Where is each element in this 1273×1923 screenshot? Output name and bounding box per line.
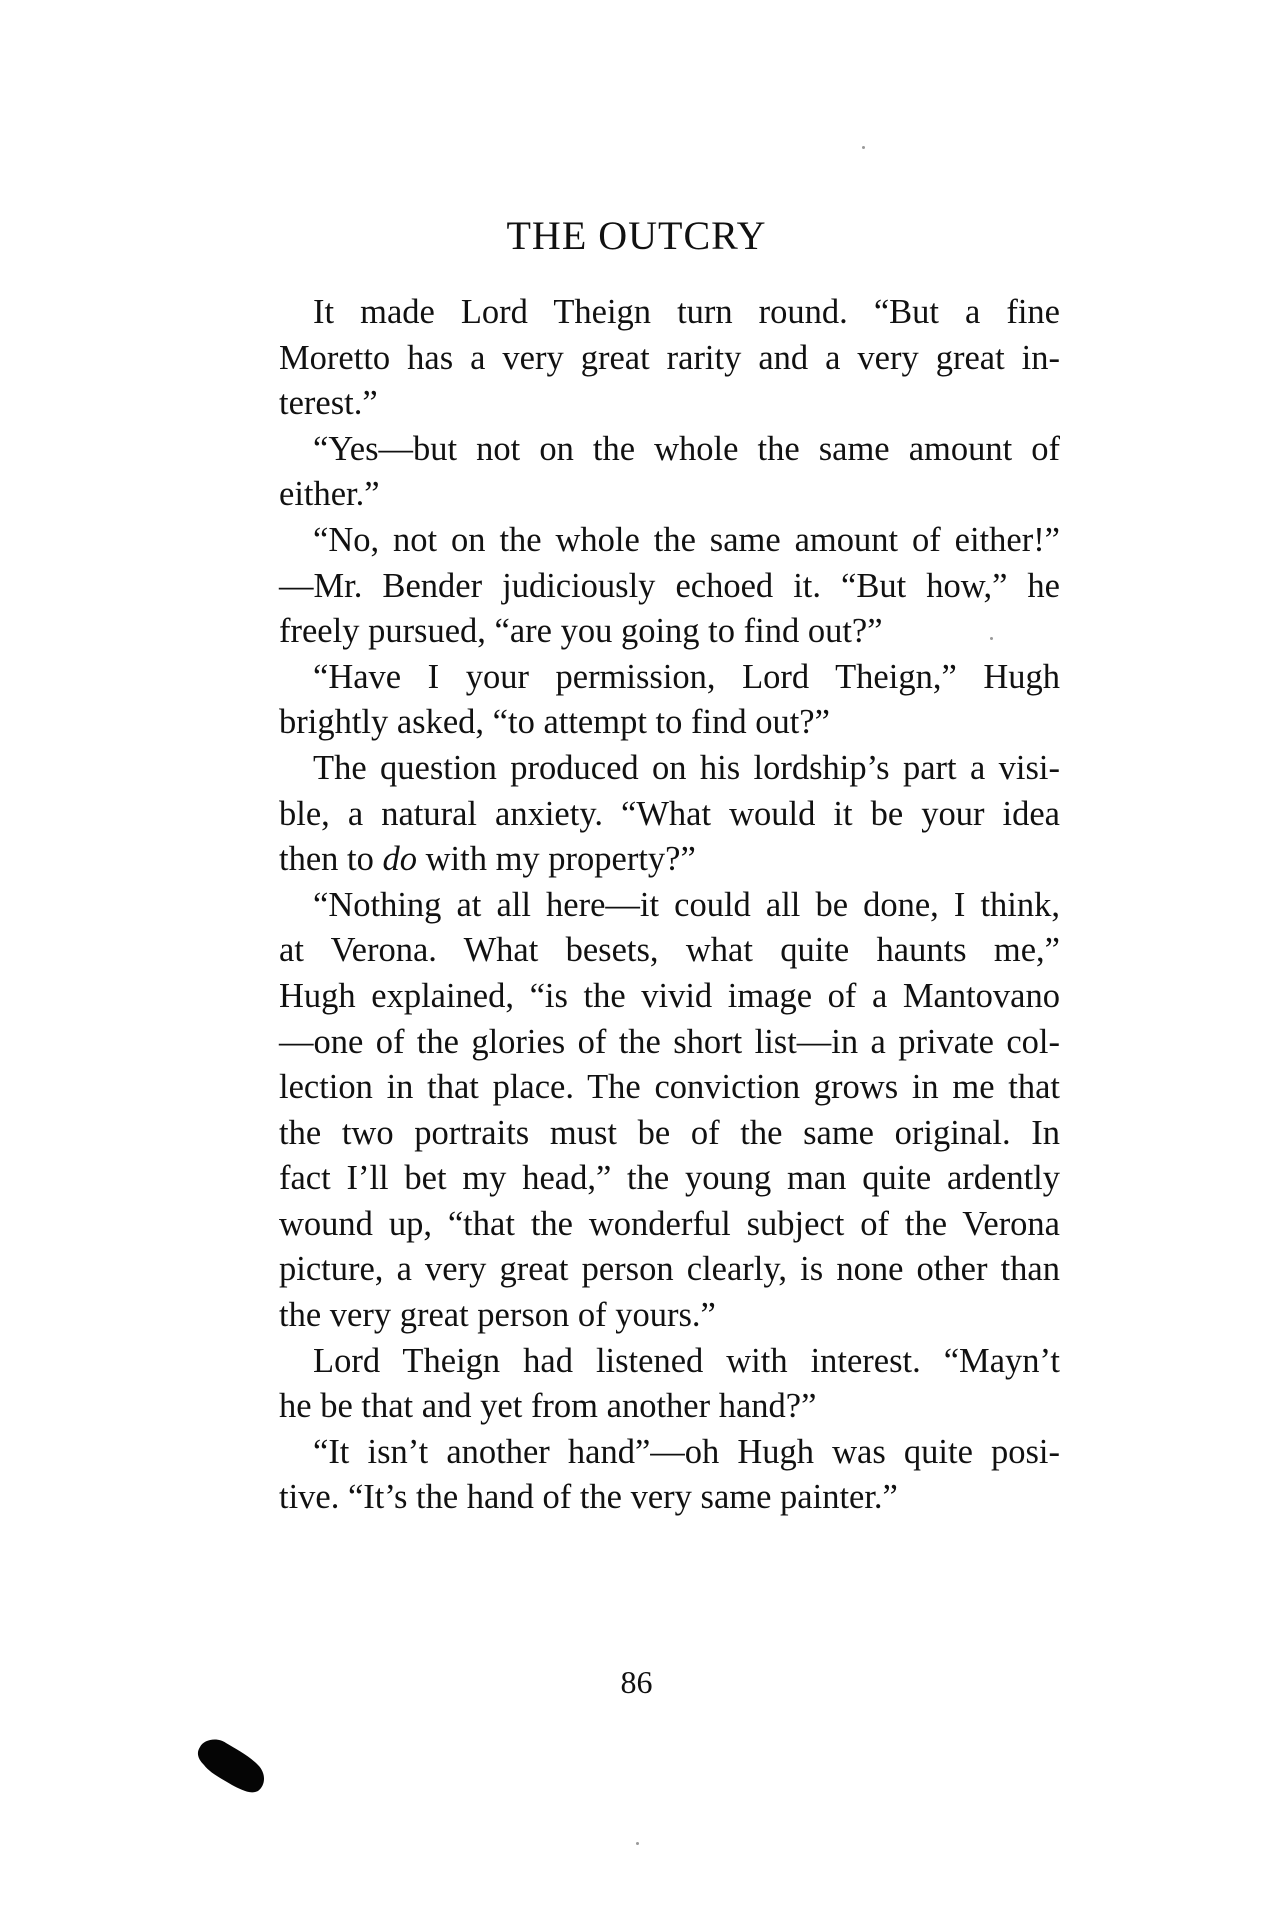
text-line: then to do with my property?” bbox=[279, 840, 696, 879]
page-number: 86 bbox=[620, 1664, 653, 1700]
body-text bbox=[279, 290, 1060, 1521]
text-line: Hugh explained, “is the vivid image of a Mantovano bbox=[279, 976, 1060, 1015]
text-line: The question produced on his lordship’s part a visi- bbox=[313, 748, 1060, 787]
ink-blot-shape bbox=[196, 1737, 268, 1795]
emphasis: do bbox=[382, 840, 417, 879]
text-line: brightly asked, “to attempt to find out?” bbox=[279, 703, 830, 742]
text-line: the very great person of yours.” bbox=[279, 1296, 716, 1335]
text-line: —one of the glories of the short list—in a private col- bbox=[279, 1022, 1060, 1061]
text-line: “No, not on the whole the same amount of either!” bbox=[313, 520, 1060, 559]
text-line: “Nothing at all here—it could all be done, I think, bbox=[313, 885, 1060, 924]
running-head: THE OUTCRY bbox=[506, 213, 767, 258]
text-line: the two portraits must be of the same original. In bbox=[279, 1113, 1060, 1152]
text-line: ble, a natural anxiety. “What would it be your idea bbox=[279, 794, 1060, 833]
text-line: It made Lord Theign turn round. “But a fine bbox=[313, 293, 1060, 331]
text-line: he be that and yet from another hand?” bbox=[279, 1387, 817, 1426]
text-line: freely pursued, “are you going to find out?” bbox=[279, 612, 883, 651]
text-line: lection in that place. The conviction grows in me that bbox=[279, 1068, 1060, 1107]
paper-speck bbox=[990, 637, 993, 640]
text-line: tive. “It’s the hand of the very same painter.” bbox=[279, 1478, 898, 1517]
text-line: Moretto has a very great rarity and a very great in- bbox=[279, 338, 1060, 377]
text-line: picture, a very great person clearly, is none other than bbox=[279, 1250, 1060, 1289]
paper-speck bbox=[862, 146, 865, 149]
text-line: terest.” bbox=[279, 384, 378, 423]
text-line: wound up, “that the wonderful subject of the Verona bbox=[279, 1204, 1060, 1243]
text-line: “It isn’t another hand”—oh Hugh was quite posi- bbox=[313, 1432, 1060, 1471]
text-line: —Mr. Bender judiciously echoed it. “But how,” he bbox=[279, 566, 1060, 605]
text-line: Lord Theign had listened with interest. “Mayn’t bbox=[313, 1341, 1060, 1380]
text-line: “Have I your permission, Lord Theign,” Hugh bbox=[313, 657, 1060, 696]
text-line: fact I’ll bet my head,” the young man quite ardently bbox=[279, 1159, 1060, 1198]
text-line: at Verona. What besets, what quite haunts me,” bbox=[279, 931, 1060, 970]
text-line: either.” bbox=[279, 475, 380, 514]
text-line: “Yes—but not on the whole the same amount of bbox=[313, 429, 1060, 468]
paper-speck bbox=[636, 1842, 639, 1845]
